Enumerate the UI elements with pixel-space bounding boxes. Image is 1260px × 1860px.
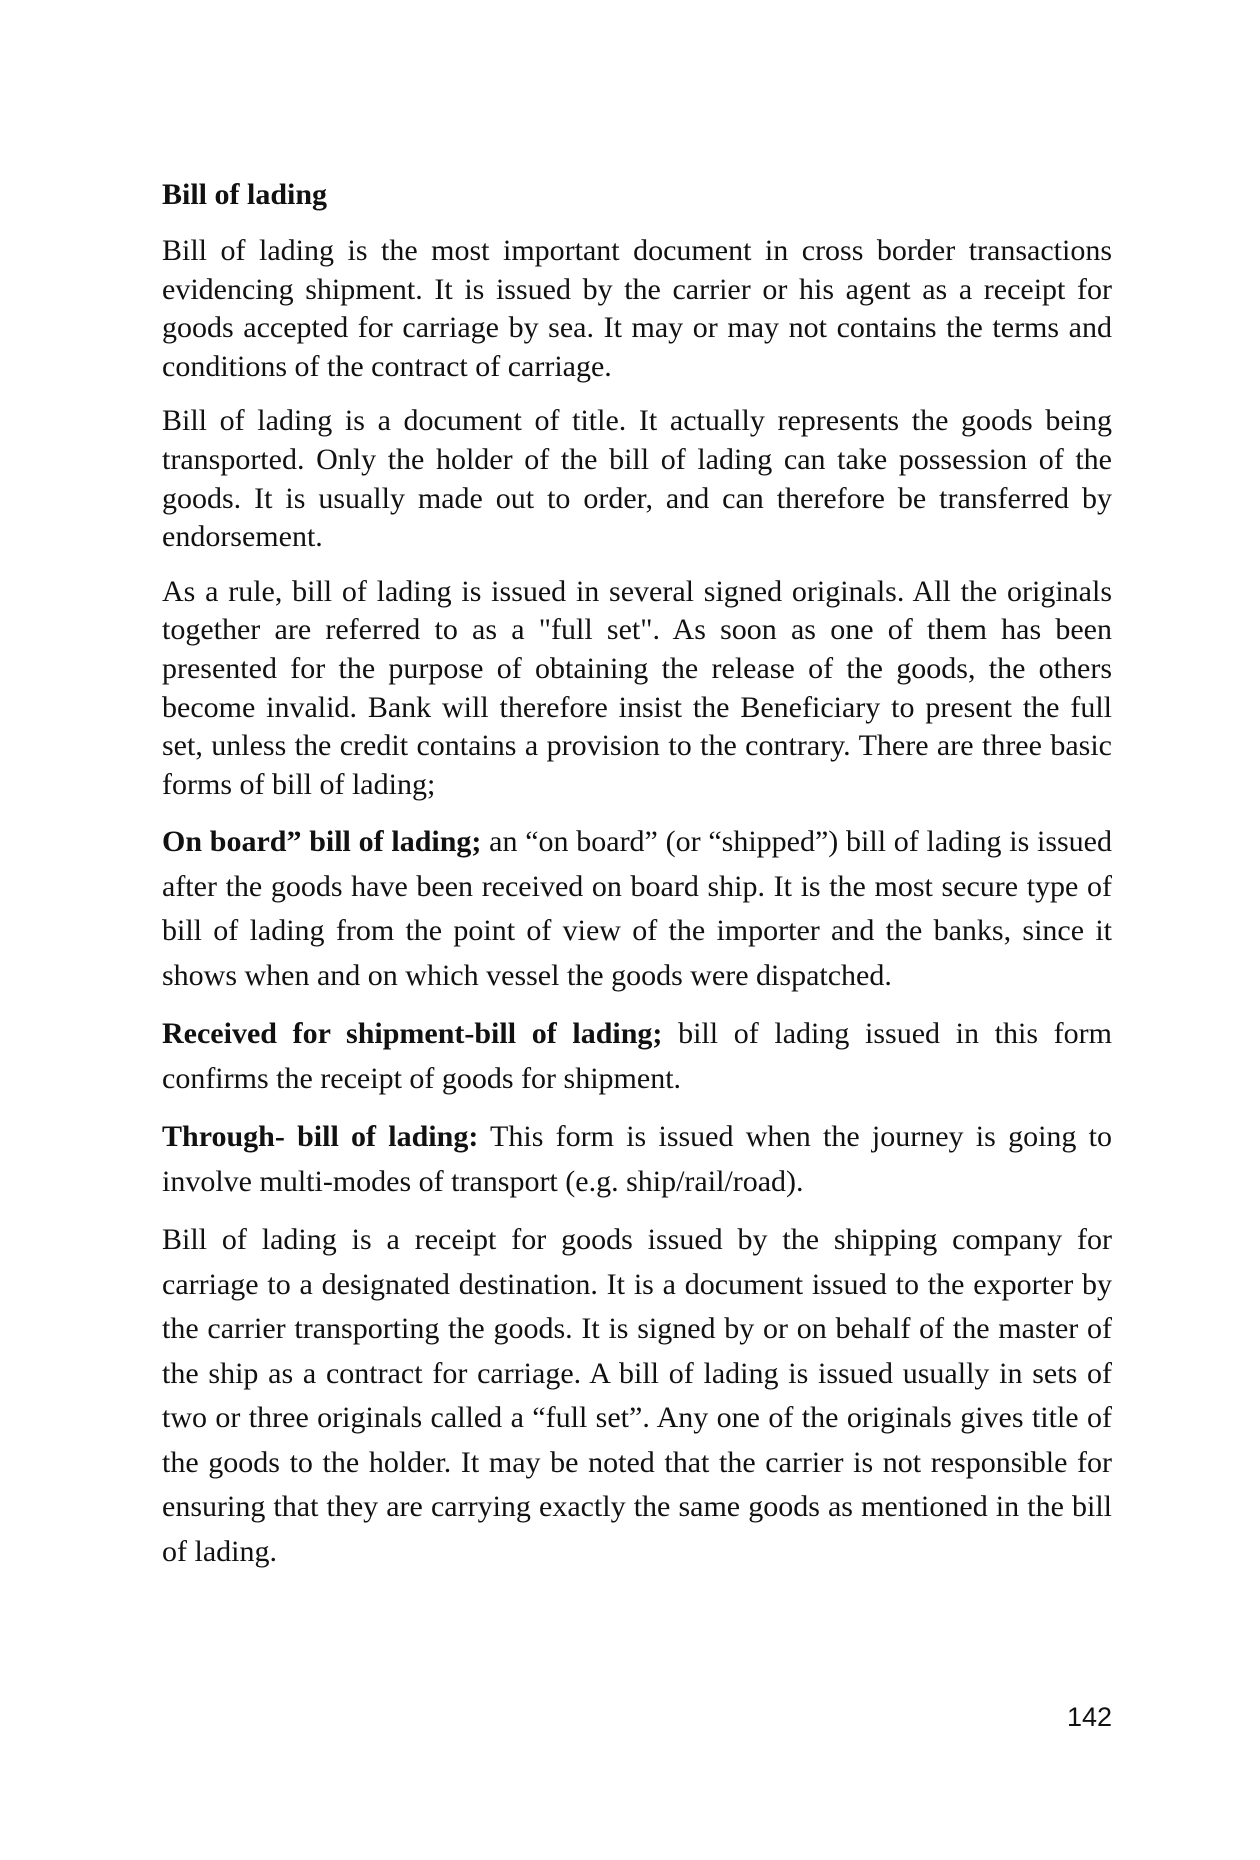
term-on-board: On board” bill of lading;: [162, 825, 482, 859]
paragraph-document-of-title: Bill of lading is a document of title. It actually represents the goods being transported. Only the holder of the bill of lading can take possession of the goods. It is usually made out to order, and can therefore be transferred by endorsement.: [162, 404, 1112, 554]
page-heading: Bill of lading: [162, 178, 328, 211]
paragraph-received-for-shipment: [162, 1012, 1112, 1101]
definition-through: This form is issued when the journey is going to involve multi-modes of transport (e.g. ship/rail/road).: [162, 1120, 1112, 1198]
paragraph-through: [162, 1115, 1112, 1204]
paragraph-on-board: [162, 820, 1112, 998]
paragraph-intro: Bill of lading is the most important document in cross border transactions evidencing shipment. It is issued by the carrier or his agent as a receipt for goods accepted for carriage by sea. It may or may not contains the terms and conditions of the contract of carriage.: [162, 234, 1112, 383]
page-number: 142: [1066, 1702, 1112, 1732]
paragraph-receipt-for-goods: Bill of lading is a receipt for goods issued by the shipping company for carriage to a designated destination. It is a document issued to the exporter by the carrier transporting the goods. It is signed by or on behalf of the master of the ship as a contract for carriage. A bill of lading is issued usually in sets of two or three originals called a “full set”. Any one of the originals gives title of the goods to the holder. It may be noted that the carrier is not responsible for ensuring that they are carrying exactly the same goods as mentioned in the bill of lading.: [162, 1223, 1112, 1568]
term-received-for-shipment: Received for shipment-bill of lading;: [162, 1017, 663, 1051]
term-through: Through- bill of lading:: [162, 1120, 479, 1154]
definition-received-for-shipment: bill of lading issued in this form confirms the receipt of goods for shipment.: [162, 1017, 1112, 1095]
page-content: [162, 176, 1112, 1588]
definition-on-board: an “on board” (or “shipped”) bill of lading is issued after the goods have been received on board ship. It is the most secure type of bill of lading from the point of view of the importer and the banks, since it shows when and on which vessel the goods were dispatched.: [162, 825, 1112, 992]
paragraph-full-set: As a rule, bill of lading is issued in several signed originals. All the originals together are referred to as a "full set". As soon as one of them has been presented for the purpose of obtaining the release of the goods, the others become invalid. Bank will therefore insist the Beneficiary to present the full set, unless the credit contains a provision to the contrary. There are three basic forms of bill of lading;: [162, 574, 1112, 801]
